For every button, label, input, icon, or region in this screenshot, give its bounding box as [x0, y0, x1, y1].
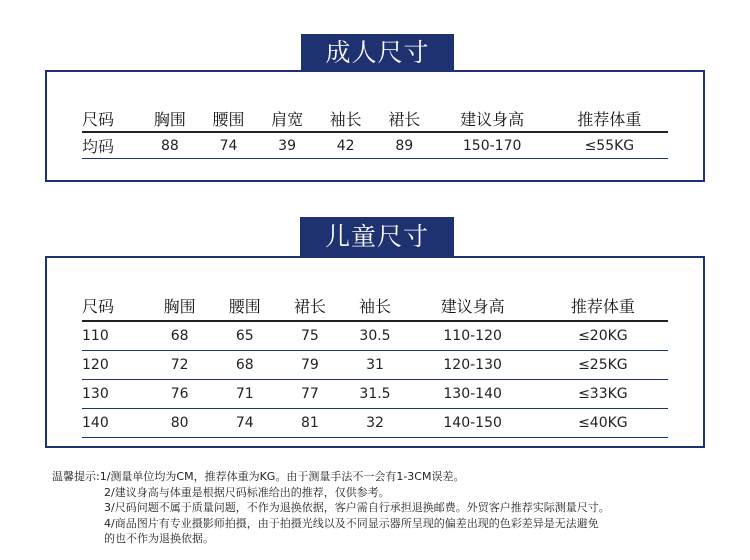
child-size-title: 儿童尺寸 — [300, 217, 454, 257]
cell-size: 110 — [82, 321, 147, 351]
cell-height: 150-170 — [434, 132, 551, 159]
cell-shoulder: 39 — [258, 132, 317, 159]
cell-size: 140 — [82, 409, 147, 438]
header-shoulder: 肩宽 — [258, 105, 317, 132]
note-line: 4/商品图片有专业摄影师拍摄，由于拍摄光线以及不同显示器所呈现的偏差出现的色彩差异是无法避免 — [104, 516, 599, 530]
header-size: 尺码 — [82, 105, 141, 132]
table-row — [82, 132, 668, 159]
header-size: 尺码 — [82, 290, 147, 321]
cell-skirt-length: 89 — [375, 132, 434, 159]
cell-chest: 76 — [147, 380, 212, 409]
header-chest: 胸围 — [141, 105, 200, 132]
cell-weight: ≤20KG — [538, 321, 668, 351]
cell-size: 均码 — [82, 132, 141, 159]
header-skirt-length: 裙长 — [375, 105, 434, 132]
cell-height: 120-130 — [408, 351, 538, 380]
cell-height: 110-120 — [408, 321, 538, 351]
header-waist: 腰围 — [199, 105, 258, 132]
header-height: 建议身高 — [408, 290, 538, 321]
cell-height: 130-140 — [408, 380, 538, 409]
note-line: 的也不作为退换依据。 — [104, 532, 214, 545]
note-line: 温馨提示:1/测量单位均为CM，推荐体重为KG。由于测量手法不一会有1-3CM误差。 — [52, 470, 465, 483]
header-height: 建议身高 — [434, 105, 551, 132]
cell-waist: 74 — [199, 132, 258, 159]
cell-sleeve: 42 — [316, 132, 375, 159]
child-size-panel — [45, 256, 705, 448]
adult-size-title: 成人尺寸 — [301, 34, 454, 72]
cell-size: 130 — [82, 380, 147, 409]
table-header-row — [82, 290, 668, 321]
cell-weight: ≤55KG — [551, 132, 668, 159]
adult-size-table — [82, 105, 668, 159]
header-sleeve: 袖长 — [342, 290, 407, 321]
table-row — [82, 351, 668, 380]
cell-waist: 74 — [212, 409, 277, 438]
cell-skirt-length: 77 — [277, 380, 342, 409]
cell-chest: 80 — [147, 409, 212, 438]
cell-waist: 65 — [212, 321, 277, 351]
header-sleeve: 袖长 — [316, 105, 375, 132]
cell-skirt-length: 75 — [277, 321, 342, 351]
cell-weight: ≤33KG — [538, 380, 668, 409]
adult-size-panel — [45, 70, 705, 182]
cell-weight: ≤25KG — [538, 351, 668, 380]
note-line: 2/建议身高与体重是根据尺码标准给出的推荐，仅供参考。 — [104, 485, 390, 499]
header-waist: 腰围 — [212, 290, 277, 321]
header-weight: 推荐体重 — [538, 290, 668, 321]
table-row — [82, 321, 668, 351]
notes-block — [52, 469, 610, 547]
cell-skirt-length: 81 — [277, 409, 342, 438]
table-row — [82, 380, 668, 409]
header-weight: 推荐体重 — [551, 105, 668, 132]
cell-waist: 71 — [212, 380, 277, 409]
table-row — [82, 409, 668, 438]
table-header-row — [82, 105, 668, 132]
cell-chest: 72 — [147, 351, 212, 380]
header-skirt-length: 裙长 — [277, 290, 342, 321]
cell-sleeve: 30.5 — [342, 321, 407, 351]
child-size-table — [82, 290, 668, 438]
cell-size: 120 — [82, 351, 147, 380]
cell-chest: 88 — [141, 132, 200, 159]
cell-chest: 68 — [147, 321, 212, 351]
cell-sleeve: 31.5 — [342, 380, 407, 409]
cell-height: 140-150 — [408, 409, 538, 438]
cell-weight: ≤40KG — [538, 409, 668, 438]
cell-sleeve: 32 — [342, 409, 407, 438]
cell-waist: 68 — [212, 351, 277, 380]
cell-skirt-length: 79 — [277, 351, 342, 380]
note-line: 3/尺码问题不属于质量问题，不作为退换依据，客户需自行承担退换邮费。外贸客户推荐实际测量尺寸。 — [104, 501, 610, 514]
cell-sleeve: 31 — [342, 351, 407, 380]
header-chest: 胸围 — [147, 290, 212, 321]
